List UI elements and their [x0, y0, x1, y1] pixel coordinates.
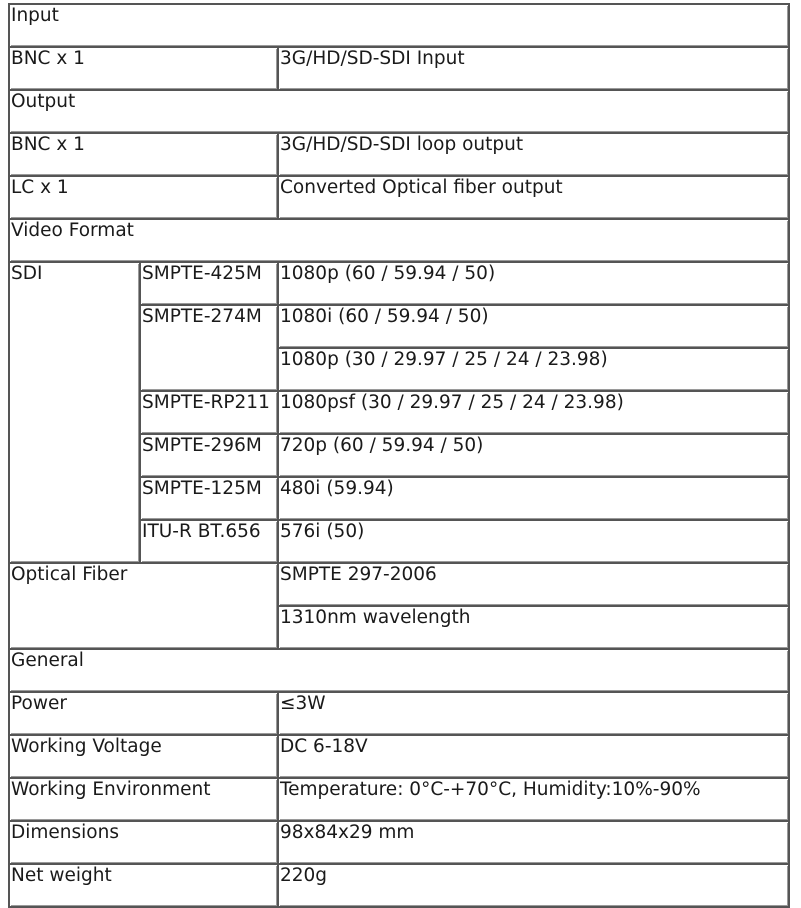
format-value: 576i (50) [278, 520, 789, 563]
sdi-label: SDI [9, 262, 140, 563]
row-value: Temperature: 0°C-+70°C, Humidity:10%-90% [278, 778, 789, 821]
row-label: Dimensions [9, 821, 278, 864]
row-value: DC 6-18V [278, 735, 789, 778]
row-label: BNC x 1 [9, 133, 278, 176]
row-value: SMPTE 297-2006 [278, 563, 789, 606]
table-row [9, 735, 789, 778]
standard-name: SMPTE-125M [140, 477, 278, 520]
standard-name: SMPTE-274M [140, 305, 278, 391]
spec-table [8, 3, 790, 908]
row-label: Working Environment [9, 778, 278, 821]
standard-name: SMPTE-425M [140, 262, 278, 305]
table-row [9, 692, 789, 735]
standard-name: ITU-R BT.656 [140, 520, 278, 563]
row-value: 98x84x29 mm [278, 821, 789, 864]
row-value: Converted Optical fiber output [278, 176, 789, 219]
format-value: 480i (59.94) [278, 477, 789, 520]
row-value: ≤3W [278, 692, 789, 735]
row-value: 1310nm wavelength [278, 606, 789, 649]
table-row [9, 176, 789, 219]
section-title: General [9, 649, 789, 692]
table-row [9, 47, 789, 90]
section-title: Output [9, 90, 789, 133]
table-row [9, 864, 789, 907]
row-value: 220g [278, 864, 789, 907]
standard-name: SMPTE-RP211 [140, 391, 278, 434]
table-row [9, 133, 789, 176]
row-label: BNC x 1 [9, 47, 278, 90]
format-value: 1080psf (30 / 29.97 / 25 / 24 / 23.98) [278, 391, 789, 434]
row-label: LC x 1 [9, 176, 278, 219]
table-row [9, 821, 789, 864]
table-row [9, 563, 789, 606]
section-header-input [9, 4, 789, 47]
section-header-output [9, 90, 789, 133]
table-row [9, 778, 789, 821]
section-header-video-format [9, 219, 789, 262]
section-header-general [9, 649, 789, 692]
format-value: 1080i (60 / 59.94 / 50) [278, 305, 789, 348]
row-value: 3G/HD/SD-SDI loop output [278, 133, 789, 176]
section-title: Input [9, 4, 789, 47]
format-value: 1080p (60 / 59.94 / 50) [278, 262, 789, 305]
row-label: Working Voltage [9, 735, 278, 778]
format-value: 1080p (30 / 29.97 / 25 / 24 / 23.98) [278, 348, 789, 391]
standard-name: SMPTE-296M [140, 434, 278, 477]
table-row [9, 262, 789, 305]
format-value: 720p (60 / 59.94 / 50) [278, 434, 789, 477]
row-label: Net weight [9, 864, 278, 907]
section-title: Video Format [9, 219, 789, 262]
row-label: Power [9, 692, 278, 735]
optical-fiber-label: Optical Fiber [9, 563, 278, 649]
row-value: 3G/HD/SD-SDI Input [278, 47, 789, 90]
